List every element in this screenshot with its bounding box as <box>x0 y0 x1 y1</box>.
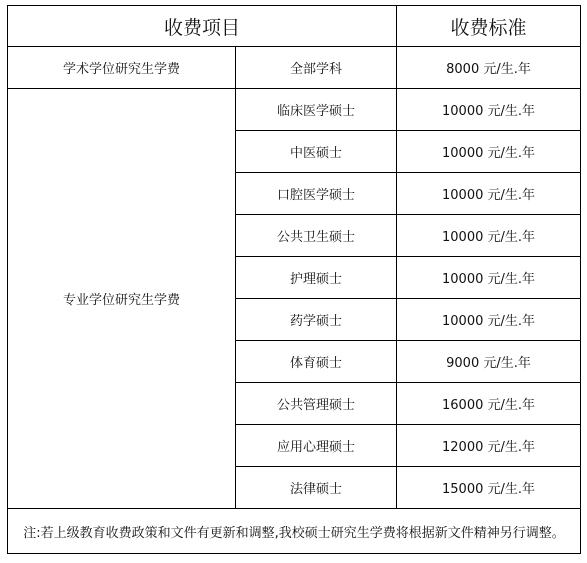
subject-cell: 法律硕士 <box>236 467 397 509</box>
academic-category: 学术学位研究生学费 <box>8 47 236 89</box>
subject-cell: 护理硕士 <box>236 257 397 299</box>
subject-cell: 体育硕士 <box>236 341 397 383</box>
fee-cell: 10000 元/生.年 <box>397 299 581 341</box>
fee-cell: 9000 元/生.年 <box>397 341 581 383</box>
fee-cell: 10000 元/生.年 <box>397 215 581 257</box>
fee-cell: 10000 元/生.年 <box>397 257 581 299</box>
tuition-fee-table <box>7 5 581 554</box>
subject-cell: 临床医学硕士 <box>236 89 397 131</box>
subject-cell: 中医硕士 <box>236 131 397 173</box>
subject-cell: 公共管理硕士 <box>236 383 397 425</box>
table-note: 注:若上级教育收费政策和文件有更新和调整,我校硕士研究生学费将根据新文件精神另行调整。 <box>8 509 581 554</box>
academic-fee: 8000 元/生.年 <box>397 47 581 89</box>
fee-cell: 15000 元/生.年 <box>397 467 581 509</box>
subject-cell: 公共卫生硕士 <box>236 215 397 257</box>
fee-cell: 16000 元/生.年 <box>397 383 581 425</box>
fee-cell: 10000 元/生.年 <box>397 173 581 215</box>
subject-cell: 口腔医学硕士 <box>236 173 397 215</box>
fee-cell: 12000 元/生.年 <box>397 425 581 467</box>
professional-category: 专业学位研究生学费 <box>8 89 236 509</box>
subject-cell: 药学硕士 <box>236 299 397 341</box>
header-standard: 收费标准 <box>397 6 581 47</box>
subject-cell: 应用心理硕士 <box>236 425 397 467</box>
fee-cell: 10000 元/生.年 <box>397 131 581 173</box>
table-row <box>8 47 581 89</box>
table-row <box>8 89 581 131</box>
note-row <box>8 509 581 554</box>
header-item: 收费项目 <box>8 6 397 47</box>
fee-cell: 10000 元/生.年 <box>397 89 581 131</box>
academic-subject: 全部学科 <box>236 47 397 89</box>
table-header-row <box>8 6 581 47</box>
